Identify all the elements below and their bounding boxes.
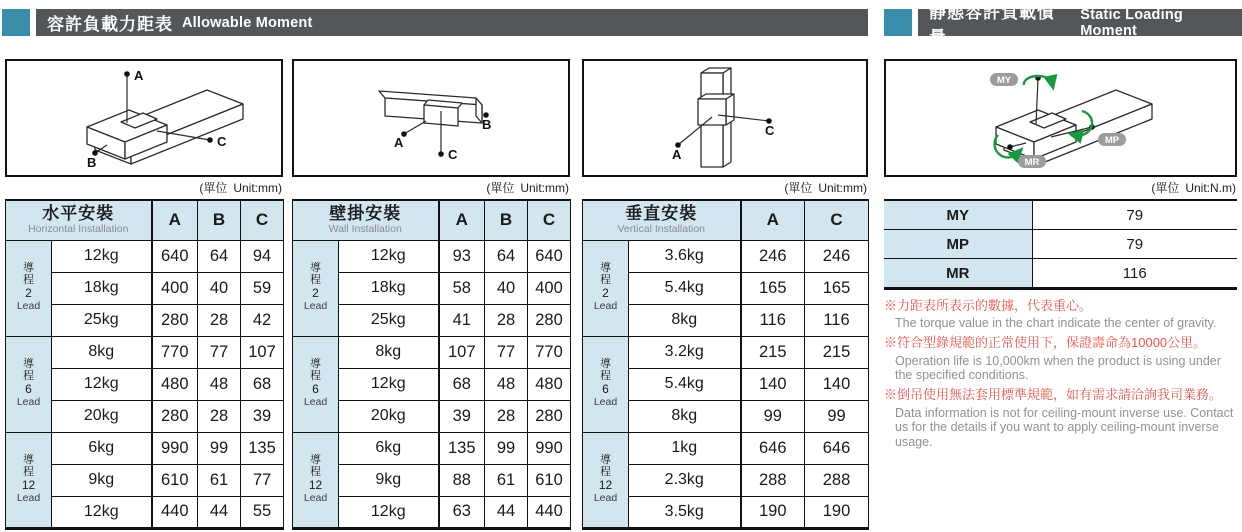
load-cell: 8kg bbox=[629, 400, 741, 432]
lead-label-cell: 導 程 6 Lead bbox=[6, 336, 52, 432]
wall-installation-table bbox=[292, 199, 571, 530]
value-cell: 288 bbox=[741, 464, 805, 496]
value-cell: 190 bbox=[805, 496, 869, 528]
section-title-zh: 靜態容許負載慣量 bbox=[929, 2, 1055, 47]
dimension-label-a: A bbox=[134, 68, 144, 83]
value-cell: 640 bbox=[528, 240, 571, 272]
load-cell: 3.2kg bbox=[629, 336, 741, 368]
static-row bbox=[884, 230, 1237, 259]
value-cell: 135 bbox=[439, 432, 485, 464]
lead-label-cell: 導 程 2 Lead bbox=[6, 240, 52, 336]
section-title-en: Static Loading Moment bbox=[1080, 6, 1183, 39]
data-row bbox=[583, 240, 869, 272]
lead-label-cell: 導 程 2 Lead bbox=[293, 240, 339, 336]
value-cell: 77 bbox=[485, 336, 528, 368]
lead-label-cell: 導 程 12 Lead bbox=[583, 432, 629, 528]
value-cell: 116 bbox=[805, 304, 869, 336]
value-cell: 48 bbox=[198, 368, 241, 400]
lead-group bbox=[293, 432, 571, 528]
value-cell: 94 bbox=[241, 240, 284, 272]
load-cell: 18kg bbox=[339, 272, 439, 304]
load-cell: 8kg bbox=[52, 336, 152, 368]
horizontal-installation-diagram bbox=[5, 59, 283, 177]
static-loading-table bbox=[884, 199, 1237, 290]
moment-value: 79 bbox=[1032, 200, 1237, 230]
column-header-c: C bbox=[241, 200, 284, 240]
value-cell: 246 bbox=[805, 240, 869, 272]
data-row bbox=[293, 240, 571, 272]
moment-axes-drawing bbox=[886, 61, 1235, 175]
my-badge-label: MY bbox=[996, 75, 1012, 86]
installation-title-zh: 水平安裝 bbox=[42, 203, 115, 223]
horizontal-rail-drawing bbox=[7, 61, 281, 175]
value-cell: 610 bbox=[152, 464, 198, 496]
load-cell: 9kg bbox=[52, 464, 152, 496]
value-cell: 990 bbox=[152, 432, 198, 464]
value-cell: 61 bbox=[198, 464, 241, 496]
value-cell: 288 bbox=[805, 464, 869, 496]
mr-badge-label: MR bbox=[1024, 157, 1040, 168]
lead-label-cell: 導 程 12 Lead bbox=[6, 432, 52, 528]
moment-label: MP bbox=[884, 230, 1032, 259]
column-header-a: A bbox=[152, 200, 198, 240]
data-row bbox=[583, 432, 869, 464]
installation-title-zh: 垂直安裝 bbox=[625, 203, 698, 223]
value-cell: 440 bbox=[528, 496, 571, 528]
wall-installation-diagram bbox=[292, 59, 570, 177]
load-cell: 25kg bbox=[339, 304, 439, 336]
lead-group bbox=[6, 240, 284, 336]
value-cell: 215 bbox=[741, 336, 805, 368]
value-cell: 246 bbox=[741, 240, 805, 272]
section-title-zh: 容許負載力距表 bbox=[47, 15, 173, 34]
column-header-a: A bbox=[741, 200, 805, 240]
wall-installation-column bbox=[292, 59, 570, 530]
value-cell: 400 bbox=[152, 272, 198, 304]
value-cell: 480 bbox=[528, 368, 571, 400]
value-cell: 440 bbox=[152, 496, 198, 528]
data-row bbox=[293, 336, 571, 368]
value-cell: 55 bbox=[241, 496, 284, 528]
installation-title bbox=[583, 200, 741, 240]
value-cell: 165 bbox=[741, 272, 805, 304]
value-cell: 135 bbox=[241, 432, 284, 464]
dimension-label-a: A bbox=[394, 135, 404, 150]
dimension-label-c: C bbox=[765, 123, 775, 138]
value-cell: 990 bbox=[528, 432, 571, 464]
vertical-rail-drawing bbox=[584, 61, 866, 175]
dimension-label-b: B bbox=[482, 117, 492, 132]
value-cell: 646 bbox=[741, 432, 805, 464]
load-cell: 9kg bbox=[339, 464, 439, 496]
value-cell: 140 bbox=[741, 368, 805, 400]
static-loading-column bbox=[884, 59, 1237, 453]
value-cell: 28 bbox=[485, 304, 528, 336]
value-cell: 107 bbox=[439, 336, 485, 368]
data-row bbox=[6, 240, 284, 272]
load-cell: 2.3kg bbox=[629, 464, 741, 496]
static-row bbox=[884, 200, 1237, 230]
column-header-b: B bbox=[198, 200, 241, 240]
data-row bbox=[6, 336, 284, 368]
static-moment-diagram bbox=[884, 59, 1237, 177]
lead-group bbox=[293, 336, 571, 432]
value-cell: 646 bbox=[805, 432, 869, 464]
moment-label: MY bbox=[884, 200, 1032, 230]
unit-label-mm: (單位 Unit:mm) bbox=[199, 181, 282, 195]
load-cell: 8kg bbox=[339, 336, 439, 368]
load-cell: 20kg bbox=[339, 400, 439, 432]
note-zh: ※力距表所表示的數據，代表重心。 bbox=[884, 298, 1093, 313]
value-cell: 770 bbox=[528, 336, 571, 368]
note-en: Operation life is 10,000km when the product is using under the specified conditions. bbox=[895, 353, 1221, 383]
moment-value: 116 bbox=[1032, 259, 1237, 289]
value-cell: 63 bbox=[439, 496, 485, 528]
vertical-installation-diagram bbox=[582, 59, 868, 177]
value-cell: 99 bbox=[741, 400, 805, 432]
load-cell: 8kg bbox=[629, 304, 741, 336]
column-header-b: B bbox=[485, 200, 528, 240]
vertical-installation-column bbox=[582, 59, 868, 530]
value-cell: 28 bbox=[198, 304, 241, 336]
table-header-row bbox=[6, 200, 284, 240]
load-cell: 12kg bbox=[339, 368, 439, 400]
value-cell: 39 bbox=[241, 400, 284, 432]
column-header-c: C bbox=[528, 200, 571, 240]
installation-title-en: Horizontal Installation bbox=[28, 223, 129, 236]
value-cell: 68 bbox=[241, 368, 284, 400]
section-title-en: Allowable Moment bbox=[182, 14, 313, 31]
horizontal-installation-table bbox=[5, 199, 284, 530]
data-row bbox=[6, 432, 284, 464]
note-zh: ※符合型錄規範的正常使用下，保證壽命為10000公里。 bbox=[884, 335, 1207, 351]
value-cell: 93 bbox=[439, 240, 485, 272]
load-cell: 6kg bbox=[339, 432, 439, 464]
value-cell: 44 bbox=[198, 496, 241, 528]
value-cell: 165 bbox=[805, 272, 869, 304]
installation-title bbox=[6, 200, 152, 240]
value-cell: 280 bbox=[152, 400, 198, 432]
value-cell: 640 bbox=[152, 240, 198, 272]
unit-label-mm: (單位 Unit:mm) bbox=[486, 181, 569, 195]
value-cell: 77 bbox=[198, 336, 241, 368]
value-cell: 59 bbox=[241, 272, 284, 304]
note-zh: ※倒吊使用無法套用標準規範，如有需求請洽詢我司業務。 bbox=[884, 387, 1223, 403]
value-cell: 770 bbox=[152, 336, 198, 368]
vertical-installation-table bbox=[582, 199, 869, 530]
table-header-row bbox=[583, 200, 869, 240]
value-cell: 40 bbox=[198, 272, 241, 304]
moment-label: MR bbox=[884, 259, 1032, 289]
load-cell: 12kg bbox=[339, 496, 439, 528]
value-cell: 44 bbox=[485, 496, 528, 528]
note-en: The torque value in the chart indicate the center of gravity. bbox=[895, 316, 1217, 331]
load-cell: 12kg bbox=[339, 240, 439, 272]
load-cell: 3.5kg bbox=[629, 496, 741, 528]
table-header-row bbox=[293, 200, 571, 240]
lead-group bbox=[293, 240, 571, 336]
value-cell: 77 bbox=[241, 464, 284, 496]
value-cell: 116 bbox=[741, 304, 805, 336]
value-cell: 99 bbox=[485, 432, 528, 464]
lead-label-cell: 導 程 2 Lead bbox=[583, 240, 629, 336]
lead-group bbox=[6, 432, 284, 528]
load-cell: 6kg bbox=[52, 432, 152, 464]
value-cell: 280 bbox=[528, 400, 571, 432]
value-cell: 610 bbox=[528, 464, 571, 496]
footnotes bbox=[884, 297, 1237, 450]
value-cell: 215 bbox=[805, 336, 869, 368]
accent-square-left bbox=[2, 9, 30, 36]
dimension-label-c: C bbox=[448, 147, 458, 162]
load-cell: 12kg bbox=[52, 240, 152, 272]
installation-title-zh: 壁掛安裝 bbox=[329, 203, 402, 223]
load-cell: 12kg bbox=[52, 496, 152, 528]
value-cell: 99 bbox=[805, 400, 869, 432]
value-cell: 42 bbox=[241, 304, 284, 336]
value-cell: 99 bbox=[198, 432, 241, 464]
dimension-label-b: B bbox=[87, 155, 97, 170]
column-header-a: A bbox=[439, 200, 485, 240]
lead-group bbox=[583, 336, 869, 432]
value-cell: 64 bbox=[198, 240, 241, 272]
lead-label-cell: 導 程 6 Lead bbox=[583, 336, 629, 432]
dimension-label-c: C bbox=[217, 134, 227, 149]
wall-rail-drawing bbox=[294, 61, 568, 175]
section-header-allowable-moment bbox=[36, 9, 868, 36]
installation-title-en: Vertical Installation bbox=[617, 223, 706, 236]
dimension-label-a: A bbox=[672, 147, 682, 162]
column-header-c: C bbox=[805, 200, 869, 240]
installation-title bbox=[293, 200, 439, 240]
load-cell: 12kg bbox=[52, 368, 152, 400]
unit-label-nm: (單位 Unit:N.m) bbox=[1151, 181, 1236, 195]
lead-group bbox=[583, 432, 869, 528]
load-cell: 5.4kg bbox=[629, 272, 741, 304]
horizontal-installation-column bbox=[5, 59, 283, 530]
value-cell: 280 bbox=[152, 304, 198, 336]
value-cell: 28 bbox=[485, 400, 528, 432]
value-cell: 58 bbox=[439, 272, 485, 304]
value-cell: 107 bbox=[241, 336, 284, 368]
load-cell: 25kg bbox=[52, 304, 152, 336]
value-cell: 68 bbox=[439, 368, 485, 400]
lead-group bbox=[6, 336, 284, 432]
data-row bbox=[293, 432, 571, 464]
static-row bbox=[884, 259, 1237, 289]
moment-value: 79 bbox=[1032, 230, 1237, 259]
value-cell: 61 bbox=[485, 464, 528, 496]
load-cell: 3.6kg bbox=[629, 240, 741, 272]
value-cell: 39 bbox=[439, 400, 485, 432]
value-cell: 48 bbox=[485, 368, 528, 400]
value-cell: 28 bbox=[198, 400, 241, 432]
lead-label-cell: 導 程 6 Lead bbox=[293, 336, 339, 432]
load-cell: 1kg bbox=[629, 432, 741, 464]
installation-title-en: Wall Installation bbox=[328, 223, 402, 236]
value-cell: 280 bbox=[528, 304, 571, 336]
load-cell: 5.4kg bbox=[629, 368, 741, 400]
value-cell: 88 bbox=[439, 464, 485, 496]
value-cell: 140 bbox=[805, 368, 869, 400]
value-cell: 400 bbox=[528, 272, 571, 304]
section-header-static-loading-moment bbox=[918, 2, 1242, 47]
unit-label-mm: (單位 Unit:mm) bbox=[784, 181, 867, 195]
value-cell: 190 bbox=[741, 496, 805, 528]
load-cell: 18kg bbox=[52, 272, 152, 304]
value-cell: 40 bbox=[485, 272, 528, 304]
mp-badge-label: MP bbox=[1104, 135, 1120, 146]
value-cell: 480 bbox=[152, 368, 198, 400]
load-cell: 20kg bbox=[52, 400, 152, 432]
note-en: Data information is not for ceiling-mount inverse use. Contact us for the details if you want to apply ceiling-mount inverse usage. bbox=[895, 405, 1234, 450]
lead-label-cell: 導 程 12 Lead bbox=[293, 432, 339, 528]
lead-group bbox=[583, 240, 869, 336]
accent-square-right bbox=[884, 9, 912, 36]
value-cell: 41 bbox=[439, 304, 485, 336]
data-row bbox=[583, 336, 869, 368]
value-cell: 64 bbox=[485, 240, 528, 272]
